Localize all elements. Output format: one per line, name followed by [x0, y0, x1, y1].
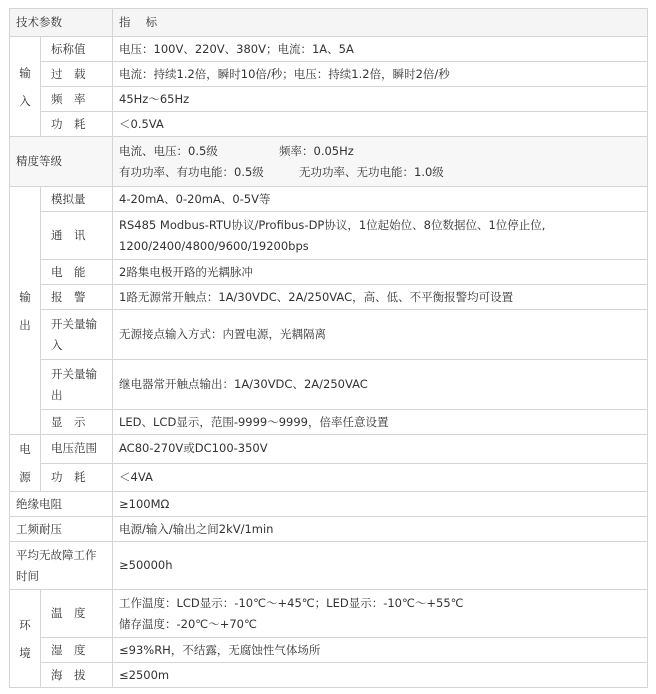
row-label: 频 率	[41, 87, 113, 112]
row-value: 继电器常开触点输出：1A/30VDC、2A/250VAC	[113, 360, 648, 410]
table-row	[10, 62, 648, 87]
row-value: RS485 Modbus-RTU协议/Profibus-DP协议，1位起始位、8位数据位、1位停止位, 1200/2400/4800/9600/19200bps	[113, 212, 648, 260]
row-value: 45Hz～65Hz	[113, 87, 648, 112]
row-label: 显 示	[41, 410, 113, 435]
table-row	[10, 285, 648, 310]
table-row	[10, 663, 648, 688]
row-value: ≤93%RH，不结露，无腐蚀性气体场所	[113, 638, 648, 663]
input-group-label: 输 入	[10, 37, 41, 137]
table-row	[10, 260, 648, 285]
table-row	[10, 463, 648, 492]
row-label: 温 度	[41, 590, 113, 638]
header-row	[10, 9, 648, 37]
row-value: 4-20mA、0-20mA、0-5V等	[113, 187, 648, 212]
table-row	[10, 542, 648, 590]
row-value: 1路无源常开触点：1A/30VDC、2A/250VAC，高、低、不平衡报警均可设置	[113, 285, 648, 310]
row-label: 精度等级	[10, 137, 113, 187]
row-label: 海 拔	[41, 663, 113, 688]
row-label: 标称值	[41, 37, 113, 62]
row-label: 功 耗	[41, 463, 113, 492]
output-group-label: 输 出	[10, 187, 41, 435]
row-label: 绝缘电阻	[10, 492, 113, 517]
table-row	[10, 137, 648, 187]
table-row	[10, 112, 648, 137]
row-label: 通 讯	[41, 212, 113, 260]
row-value: LED、LCD显示，范围-9999～9999，倍率任意设置	[113, 410, 648, 435]
row-label: 功 耗	[41, 112, 113, 137]
environment-group-label: 环 境	[10, 590, 41, 688]
row-value: AC80-270V或DC100-350V	[113, 435, 648, 464]
row-value: 无源接点输入方式：内置电源，光耦隔离	[113, 310, 648, 360]
row-label: 电压范围	[41, 435, 113, 464]
row-value: 电流、电压：0.5级 频率：0.05Hz 有功功率、有功电能：0.5级 无功功率、无功电能：1.0级	[113, 137, 648, 187]
row-label: 开关量输 出	[41, 360, 113, 410]
table-row	[10, 310, 648, 360]
row-value: 电压：100V、220V、380V；电流：1A、5A	[113, 37, 648, 62]
table-row	[10, 590, 648, 638]
table-row	[10, 360, 648, 410]
row-label: 湿 度	[41, 638, 113, 663]
row-value: ≤2500m	[113, 663, 648, 688]
table-row	[10, 37, 648, 62]
row-label: 报 警	[41, 285, 113, 310]
row-label: 工频耐压	[10, 517, 113, 542]
table-row	[10, 410, 648, 435]
row-label: 模拟量	[41, 187, 113, 212]
table-row	[10, 435, 648, 464]
table-row	[10, 87, 648, 112]
row-value: 电源/输入/输出之间2kV/1min	[113, 517, 648, 542]
row-value: 2路集电极开路的光耦脉冲	[113, 260, 648, 285]
row-label: 平均无故障工作 时间	[10, 542, 113, 590]
row-value: 电流：持续1.2倍，瞬时10倍/秒；电压：持续1.2倍，瞬时2倍/秒	[113, 62, 648, 87]
row-label: 电 能	[41, 260, 113, 285]
table-row	[10, 638, 648, 663]
header-spec: 指 标	[113, 9, 648, 37]
row-label: 过 载	[41, 62, 113, 87]
table-row	[10, 517, 648, 542]
table-row	[10, 492, 648, 517]
row-value: ≥100MΩ	[113, 492, 648, 517]
row-value: ＜0.5VA	[113, 112, 648, 137]
header-param: 技术参数	[10, 9, 113, 37]
row-label: 开关量输 入	[41, 310, 113, 360]
row-value: ≥50000h	[113, 542, 648, 590]
row-value: ＜4VA	[113, 463, 648, 492]
power-group-label: 电 源	[10, 435, 41, 492]
table-row	[10, 212, 648, 260]
row-value: 工作温度：LCD显示：-10℃～+45℃；LED显示：-10℃～+55℃ 储存温度：-20℃～+70℃	[113, 590, 648, 638]
spec-table	[9, 8, 648, 688]
table-row	[10, 187, 648, 212]
